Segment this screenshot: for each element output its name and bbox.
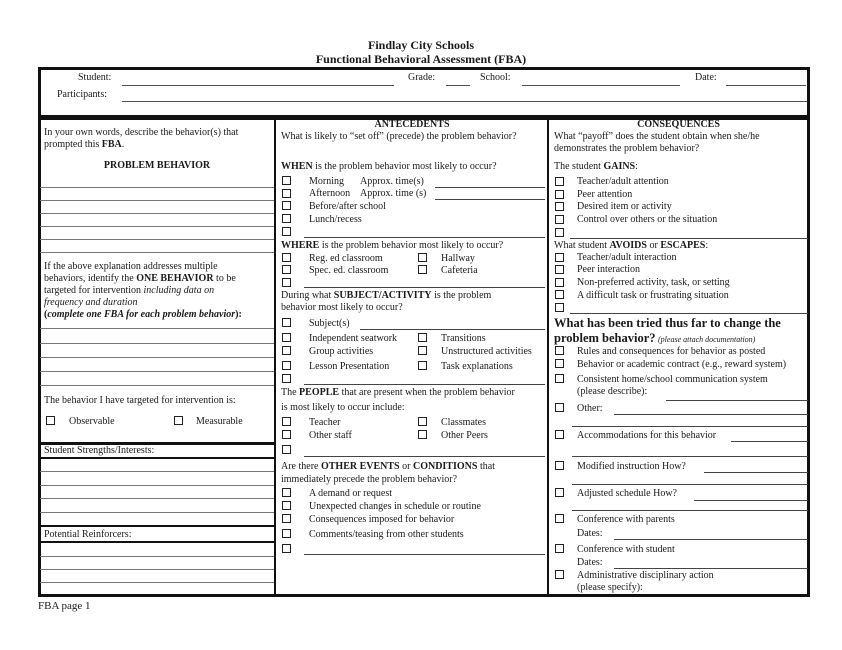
spec-ed-classroom-label: Spec. ed. classroom [309, 265, 389, 276]
problem-behavior-line-6[interactable] [40, 252, 274, 253]
peer-interaction-checkbox[interactable] [555, 265, 564, 274]
cafeteria-label: Cafeteria [441, 265, 478, 276]
cafeteria-checkbox[interactable] [418, 265, 427, 274]
classmates-label: Classmates [441, 417, 486, 428]
accommodations-label: Accommodations for this behavior [577, 430, 717, 441]
target-text-4: frequency and duration [44, 297, 138, 308]
subject-other-checkbox[interactable] [282, 374, 291, 383]
avoids-other-field[interactable] [570, 313, 808, 314]
accommodations-field-2[interactable] [572, 456, 808, 457]
afternoon-checkbox[interactable] [282, 189, 291, 198]
approx-morning-label: Approx. time(s) [360, 176, 424, 187]
gains-other-field[interactable] [570, 238, 808, 239]
antecedents-heading: ANTECEDENTS [374, 119, 450, 130]
teacher-adult-attention-checkbox[interactable] [555, 177, 564, 186]
before-after-school-label: Before/after school [309, 201, 386, 212]
transitions-label: Transitions [441, 333, 486, 344]
lunch-recess-checkbox[interactable] [282, 214, 291, 223]
people-question-2: is most likely to occur include: [281, 402, 405, 413]
people-question-1: The PEOPLE that are present when the problem behavior [281, 387, 515, 398]
strengths-line-2[interactable] [40, 485, 274, 486]
behavior-contract-checkbox[interactable] [555, 359, 564, 368]
subjects-checkbox[interactable] [282, 318, 291, 327]
people-other-field[interactable] [304, 456, 545, 457]
page-label: FBA page 1 [38, 600, 91, 612]
target-line-5[interactable] [40, 385, 274, 386]
please-describe-label: (please describe): [577, 386, 648, 397]
non-preferred-activity-label: Non-preferred activity, task, or setting [577, 277, 730, 288]
subject-other-field[interactable] [304, 384, 545, 385]
when-question: WHEN is the problem behavior most likely to occur? [281, 161, 497, 172]
problem-behavior-line-3[interactable] [40, 213, 274, 214]
reg-ed-classroom-label: Reg. ed classroom [309, 253, 383, 264]
difficult-task-label: A difficult task or frustrating situation [577, 290, 729, 301]
morning-label: Morning [309, 176, 344, 187]
target-text-2: behaviors, identify the ONE BEHAVIOR to be [44, 273, 236, 284]
conference-student-dates-field[interactable] [614, 568, 808, 569]
morning-time-field[interactable] [435, 187, 545, 188]
teacher-adult-attention-label: Teacher/adult attention [577, 176, 669, 187]
reinforcers-divider [38, 541, 275, 543]
where-question: WHERE is the problem behavior most likely to occur? [281, 240, 504, 251]
unstructured-activities-label: Unstructured activities [441, 346, 532, 357]
problem-behavior-line-4[interactable] [40, 226, 274, 227]
strengths-divider [38, 457, 275, 459]
conference-parents-label: Conference with parents [577, 514, 675, 525]
lesson-presentation-label: Lesson Presentation [309, 361, 390, 372]
accommodations-checkbox[interactable] [555, 430, 564, 439]
accommodations-field[interactable] [731, 441, 808, 442]
problem-behavior-line-1[interactable] [40, 187, 274, 188]
conference-parents-dates-field[interactable] [614, 539, 808, 540]
problem-behavior-line-2[interactable] [40, 200, 274, 201]
adjusted-schedule-field[interactable] [694, 500, 808, 501]
rules-consequences-checkbox[interactable] [555, 346, 564, 355]
tried-other-field-2[interactable] [572, 426, 808, 427]
grade-field[interactable] [446, 85, 470, 86]
adjusted-schedule-label: Adjusted schedule How? [577, 488, 677, 499]
target-line-4[interactable] [40, 371, 274, 372]
hallway-checkbox[interactable] [418, 253, 427, 262]
events-other-field[interactable] [304, 554, 545, 555]
observable-checkbox[interactable] [46, 416, 55, 425]
comments-teasing-label: Comments/teasing from other students [309, 529, 464, 540]
lesson-presentation-checkbox[interactable] [282, 361, 291, 370]
strengths-line-4[interactable] [40, 512, 274, 513]
describe-prompt-1: In your own words, describe the behavior(s) that [44, 127, 239, 138]
group-activities-label: Group activities [309, 346, 374, 357]
hallway-label: Hallway [441, 253, 475, 264]
avoids-other-checkbox[interactable] [555, 303, 564, 312]
group-activities-checkbox[interactable] [282, 346, 291, 355]
please-specify-label: (please specify): [577, 582, 643, 593]
disciplinary-action-checkbox[interactable] [555, 570, 564, 579]
school-label: School: [480, 72, 511, 83]
unstructured-activities-checkbox[interactable] [418, 346, 427, 355]
strengths-label: Student Strengths/Interests: [44, 445, 155, 456]
modified-instruction-field[interactable] [704, 472, 808, 473]
spec-ed-classroom-checkbox[interactable] [282, 265, 291, 274]
subject-question-1: During what SUBJECT/ACTIVITY is the problem [281, 290, 492, 301]
tried-heading-1: What has been tried thus far to change the [554, 316, 781, 330]
adjusted-schedule-checkbox[interactable] [555, 488, 564, 497]
desired-item-checkbox[interactable] [555, 202, 564, 211]
peer-attention-label: Peer attention [577, 189, 633, 200]
difficult-task-checkbox[interactable] [555, 290, 564, 299]
grade-label: Grade: [408, 72, 436, 83]
consequences-heading: CONSEQUENCES [637, 119, 720, 130]
independent-seatwork-label: Independent seatwork [309, 333, 398, 344]
avoids-heading: What student AVOIDS or ESCAPES: [554, 240, 709, 251]
describe-prompt-2: prompted this FBA. [44, 139, 125, 150]
afternoon-time-field[interactable] [435, 199, 545, 200]
conference-student-dates-label: Dates: [577, 557, 603, 568]
gains-heading: The student GAINS: [554, 161, 638, 172]
consequences-subheading-2: demonstrates the problem behavior? [554, 143, 700, 154]
events-question-1: Are there OTHER EVENTS or CONDITIONS that [281, 461, 495, 472]
control-over-others-checkbox[interactable] [555, 215, 564, 224]
antecedents-subheading: What is likely to “set off” (precede) the problem behavior? [281, 131, 517, 142]
other-peers-checkbox[interactable] [418, 430, 427, 439]
teacher-checkbox[interactable] [282, 417, 291, 426]
modified-instruction-field-2[interactable] [572, 484, 808, 485]
disciplinary-action-label: Administrative disciplinary action [577, 570, 714, 581]
problem-behavior-heading: PROBLEM BEHAVIOR [103, 160, 211, 171]
conference-parents-dates-label: Dates: [577, 528, 603, 539]
before-after-school-checkbox[interactable] [282, 201, 291, 210]
measurable-checkbox[interactable] [174, 416, 183, 425]
school-field[interactable] [522, 85, 680, 86]
modified-instruction-checkbox[interactable] [555, 461, 564, 470]
desired-item-label: Desired item or activity [577, 201, 672, 212]
consequences-imposed-checkbox[interactable] [282, 514, 291, 523]
other-staff-checkbox[interactable] [282, 430, 291, 439]
date-field[interactable] [726, 85, 806, 86]
events-other-checkbox[interactable] [282, 544, 291, 553]
people-other-checkbox[interactable] [282, 445, 291, 454]
tried-other-checkbox[interactable] [555, 403, 564, 412]
teacher-adult-interaction-label: Teacher/adult interaction [577, 252, 677, 263]
consequences-imposed-label: Consequences imposed for behavior [309, 514, 455, 525]
problem-behavior-line-5[interactable] [40, 239, 274, 240]
conference-parents-checkbox[interactable] [555, 514, 564, 523]
when-other-checkbox[interactable] [282, 227, 291, 236]
date-label: Date: [695, 72, 717, 83]
behavior-contract-label: Behavior or academic contract (e.g., reward system) [577, 359, 787, 370]
adjusted-schedule-field-2[interactable] [572, 510, 808, 511]
target-text-5: (complete one FBA for each problem behavior): [44, 309, 242, 320]
reg-ed-classroom-checkbox[interactable] [282, 253, 291, 262]
subject-question-2: behavior most likely to occur? [281, 302, 403, 313]
comments-teasing-checkbox[interactable] [282, 529, 291, 538]
task-explanations-checkbox[interactable] [418, 361, 427, 370]
observable-label: Observable [69, 416, 115, 427]
subjects-field[interactable] [360, 329, 545, 330]
target-line-1[interactable] [40, 328, 274, 329]
form-title: Functional Behavioral Assessment (FBA) [315, 52, 527, 66]
reinforcers-line-3[interactable] [40, 582, 274, 583]
unexpected-changes-label: Unexpected changes in schedule or routine [309, 501, 481, 512]
target-line-2[interactable] [40, 343, 274, 344]
participants-field[interactable] [122, 101, 807, 102]
teacher-adult-interaction-checkbox[interactable] [555, 253, 564, 262]
transitions-checkbox[interactable] [418, 333, 427, 342]
target-text-3: targeted for intervention including data on [44, 285, 215, 296]
demand-request-checkbox[interactable] [282, 488, 291, 497]
where-other-checkbox[interactable] [282, 278, 291, 287]
rules-consequences-label: Rules and consequences for behavior as posted [577, 346, 766, 357]
student-field[interactable] [122, 85, 394, 86]
home-school-communication-checkbox[interactable] [555, 374, 564, 383]
tried-other-label: Other: [577, 403, 603, 414]
peer-attention-checkbox[interactable] [555, 190, 564, 199]
reinforcers-line-2[interactable] [40, 569, 274, 570]
classmates-checkbox[interactable] [418, 417, 427, 426]
reinforcers-top-border [38, 525, 275, 527]
conference-student-checkbox[interactable] [555, 544, 564, 553]
teacher-label: Teacher [309, 417, 341, 428]
home-school-describe-field[interactable] [666, 400, 808, 401]
student-label: Student: [78, 72, 112, 83]
measurable-label: Measurable [196, 416, 243, 427]
other-peers-label: Other Peers [441, 430, 488, 441]
non-preferred-activity-checkbox[interactable] [555, 278, 564, 287]
subjects-label: Subject(s) [309, 318, 350, 329]
modified-instruction-label: Modified instruction How? [577, 461, 686, 472]
when-other-field[interactable] [304, 237, 545, 238]
strengths-line-3[interactable] [40, 498, 274, 499]
org-title: Findlay City Schools [367, 38, 475, 52]
events-question-2: immediately precede the problem behavior? [281, 474, 458, 485]
gains-other-checkbox[interactable] [555, 228, 564, 237]
consequences-subheading-1: What “payoff” does the student obtain when she/he [554, 131, 760, 142]
target-text-1: If the above explanation addresses multiple [44, 261, 218, 272]
morning-checkbox[interactable] [282, 176, 291, 185]
independent-seatwork-checkbox[interactable] [282, 333, 291, 342]
conference-student-label: Conference with student [577, 544, 675, 555]
control-over-others-label: Control over others or the situation [577, 214, 718, 225]
afternoon-label: Afternoon [309, 188, 351, 199]
tried-heading-2: problem behavior? (please attach documentation) [554, 331, 756, 345]
demand-request-label: A demand or request [309, 488, 393, 499]
strengths-line-1[interactable] [40, 471, 274, 472]
other-staff-label: Other staff [309, 430, 352, 441]
unexpected-changes-checkbox[interactable] [282, 501, 291, 510]
home-school-communication-label: Consistent home/school communication system [577, 374, 768, 385]
target-line-3[interactable] [40, 357, 274, 358]
where-other-field[interactable] [304, 287, 545, 288]
column-divider-right [547, 117, 549, 597]
peer-interaction-label: Peer interaction [577, 264, 641, 275]
targeted-is-label: The behavior I have targeted for intervention is: [44, 395, 236, 406]
approx-afternoon-label: Approx. time (s) [360, 188, 427, 199]
task-explanations-label: Task explanations [441, 361, 513, 372]
reinforcers-line-1[interactable] [40, 556, 274, 557]
reinforcers-label: Potential Reinforcers: [44, 529, 132, 540]
lunch-recess-label: Lunch/recess [309, 214, 362, 225]
participants-label: Participants: [57, 89, 107, 100]
tried-other-field[interactable] [614, 414, 808, 415]
